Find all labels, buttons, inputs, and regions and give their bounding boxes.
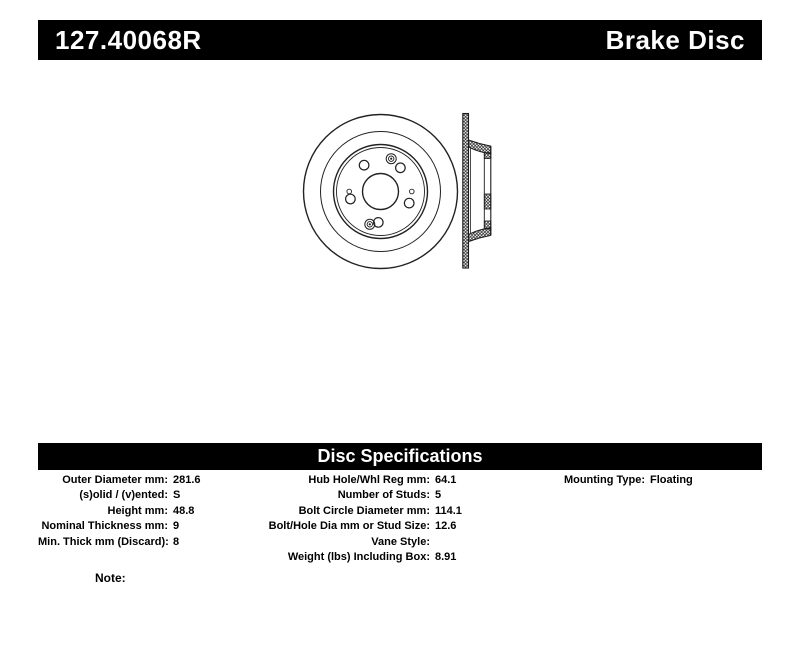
spec-column-hub — [255, 473, 462, 565]
spec-row — [255, 535, 462, 550]
hub-face-section — [484, 221, 491, 229]
friction-band-inner-edge — [321, 132, 441, 252]
spec-value: 48.8 — [173, 504, 195, 517]
spec-row — [38, 473, 201, 488]
hub-flange-outer-ring — [334, 145, 428, 239]
stud-hole — [396, 163, 406, 173]
spec-row — [255, 519, 462, 534]
friction-ring-section — [463, 114, 469, 269]
retaining-screw-hole — [386, 154, 396, 164]
spec-value: 64.1 — [435, 474, 457, 486]
spec-label: Vane Style: — [371, 535, 430, 548]
product-type-title: Brake Disc — [605, 24, 745, 55]
spec-row — [38, 488, 201, 503]
spec-column-dimensions — [38, 473, 201, 550]
spec-row — [38, 519, 201, 534]
spec-label: Nominal Thickness mm: — [41, 520, 168, 533]
spec-row — [520, 473, 693, 488]
spec-value: 9 — [173, 520, 180, 533]
spec-value: 8.91 — [435, 551, 457, 564]
spec-label: Mounting Type: — [563, 474, 645, 486]
spec-section-title: Disc Specifications — [317, 446, 483, 466]
spec-label: Weight (lbs) Including Box: — [287, 551, 430, 564]
spec-section-header — [38, 443, 762, 470]
stud-hole — [359, 160, 369, 170]
spec-value: 114.1 — [435, 504, 462, 517]
spec-label: Height mm: — [107, 504, 168, 517]
spec-row — [255, 473, 462, 488]
spec-row — [255, 550, 462, 565]
hub-face-section — [484, 153, 491, 159]
spec-column-mounting — [520, 473, 693, 488]
hub-flange-inner-ring — [337, 148, 425, 236]
note-label: Note: — [95, 571, 126, 585]
stud-hole — [404, 198, 414, 208]
spec-value: 8 — [173, 535, 180, 548]
spec-value: 281.6 — [173, 474, 201, 486]
spec-row — [38, 504, 201, 519]
spec-value: 5 — [435, 489, 442, 502]
hub-face-section — [484, 194, 491, 209]
spec-value: S — [173, 489, 181, 502]
spec-row — [255, 488, 462, 503]
spec-label: Min. Thick mm (Discard): — [38, 535, 169, 548]
spec-value: 12.6 — [435, 520, 457, 533]
spec-label: Number of Studs: — [337, 489, 430, 502]
part-number: 127.40068R — [55, 24, 202, 55]
brake-disc-drawing — [280, 90, 510, 280]
brake-disc-front-view — [304, 115, 458, 269]
small-hole — [347, 189, 352, 194]
brake-disc-side-view — [463, 114, 491, 269]
spec-row — [38, 535, 201, 550]
small-hole — [410, 189, 415, 194]
stud-hole — [346, 194, 356, 204]
spec-row — [255, 504, 462, 519]
disc-outer-edge — [304, 115, 458, 269]
hat-top-flange-section — [469, 140, 491, 154]
spec-value: Floating — [650, 474, 693, 486]
spec-label: Bolt Circle Diameter mm: — [298, 504, 430, 517]
hub-center-hole — [363, 174, 399, 210]
title-bar — [38, 20, 762, 60]
hat-bottom-flange-section — [469, 228, 491, 242]
spec-label: Bolt/Hole Dia mm or Stud Size: — [268, 520, 430, 533]
spec-label: Hub Hole/Whl Reg mm: — [308, 474, 430, 486]
spec-label: (s)olid / (v)ented: — [79, 489, 168, 502]
spec-label: Outer Diameter mm: — [62, 474, 168, 486]
